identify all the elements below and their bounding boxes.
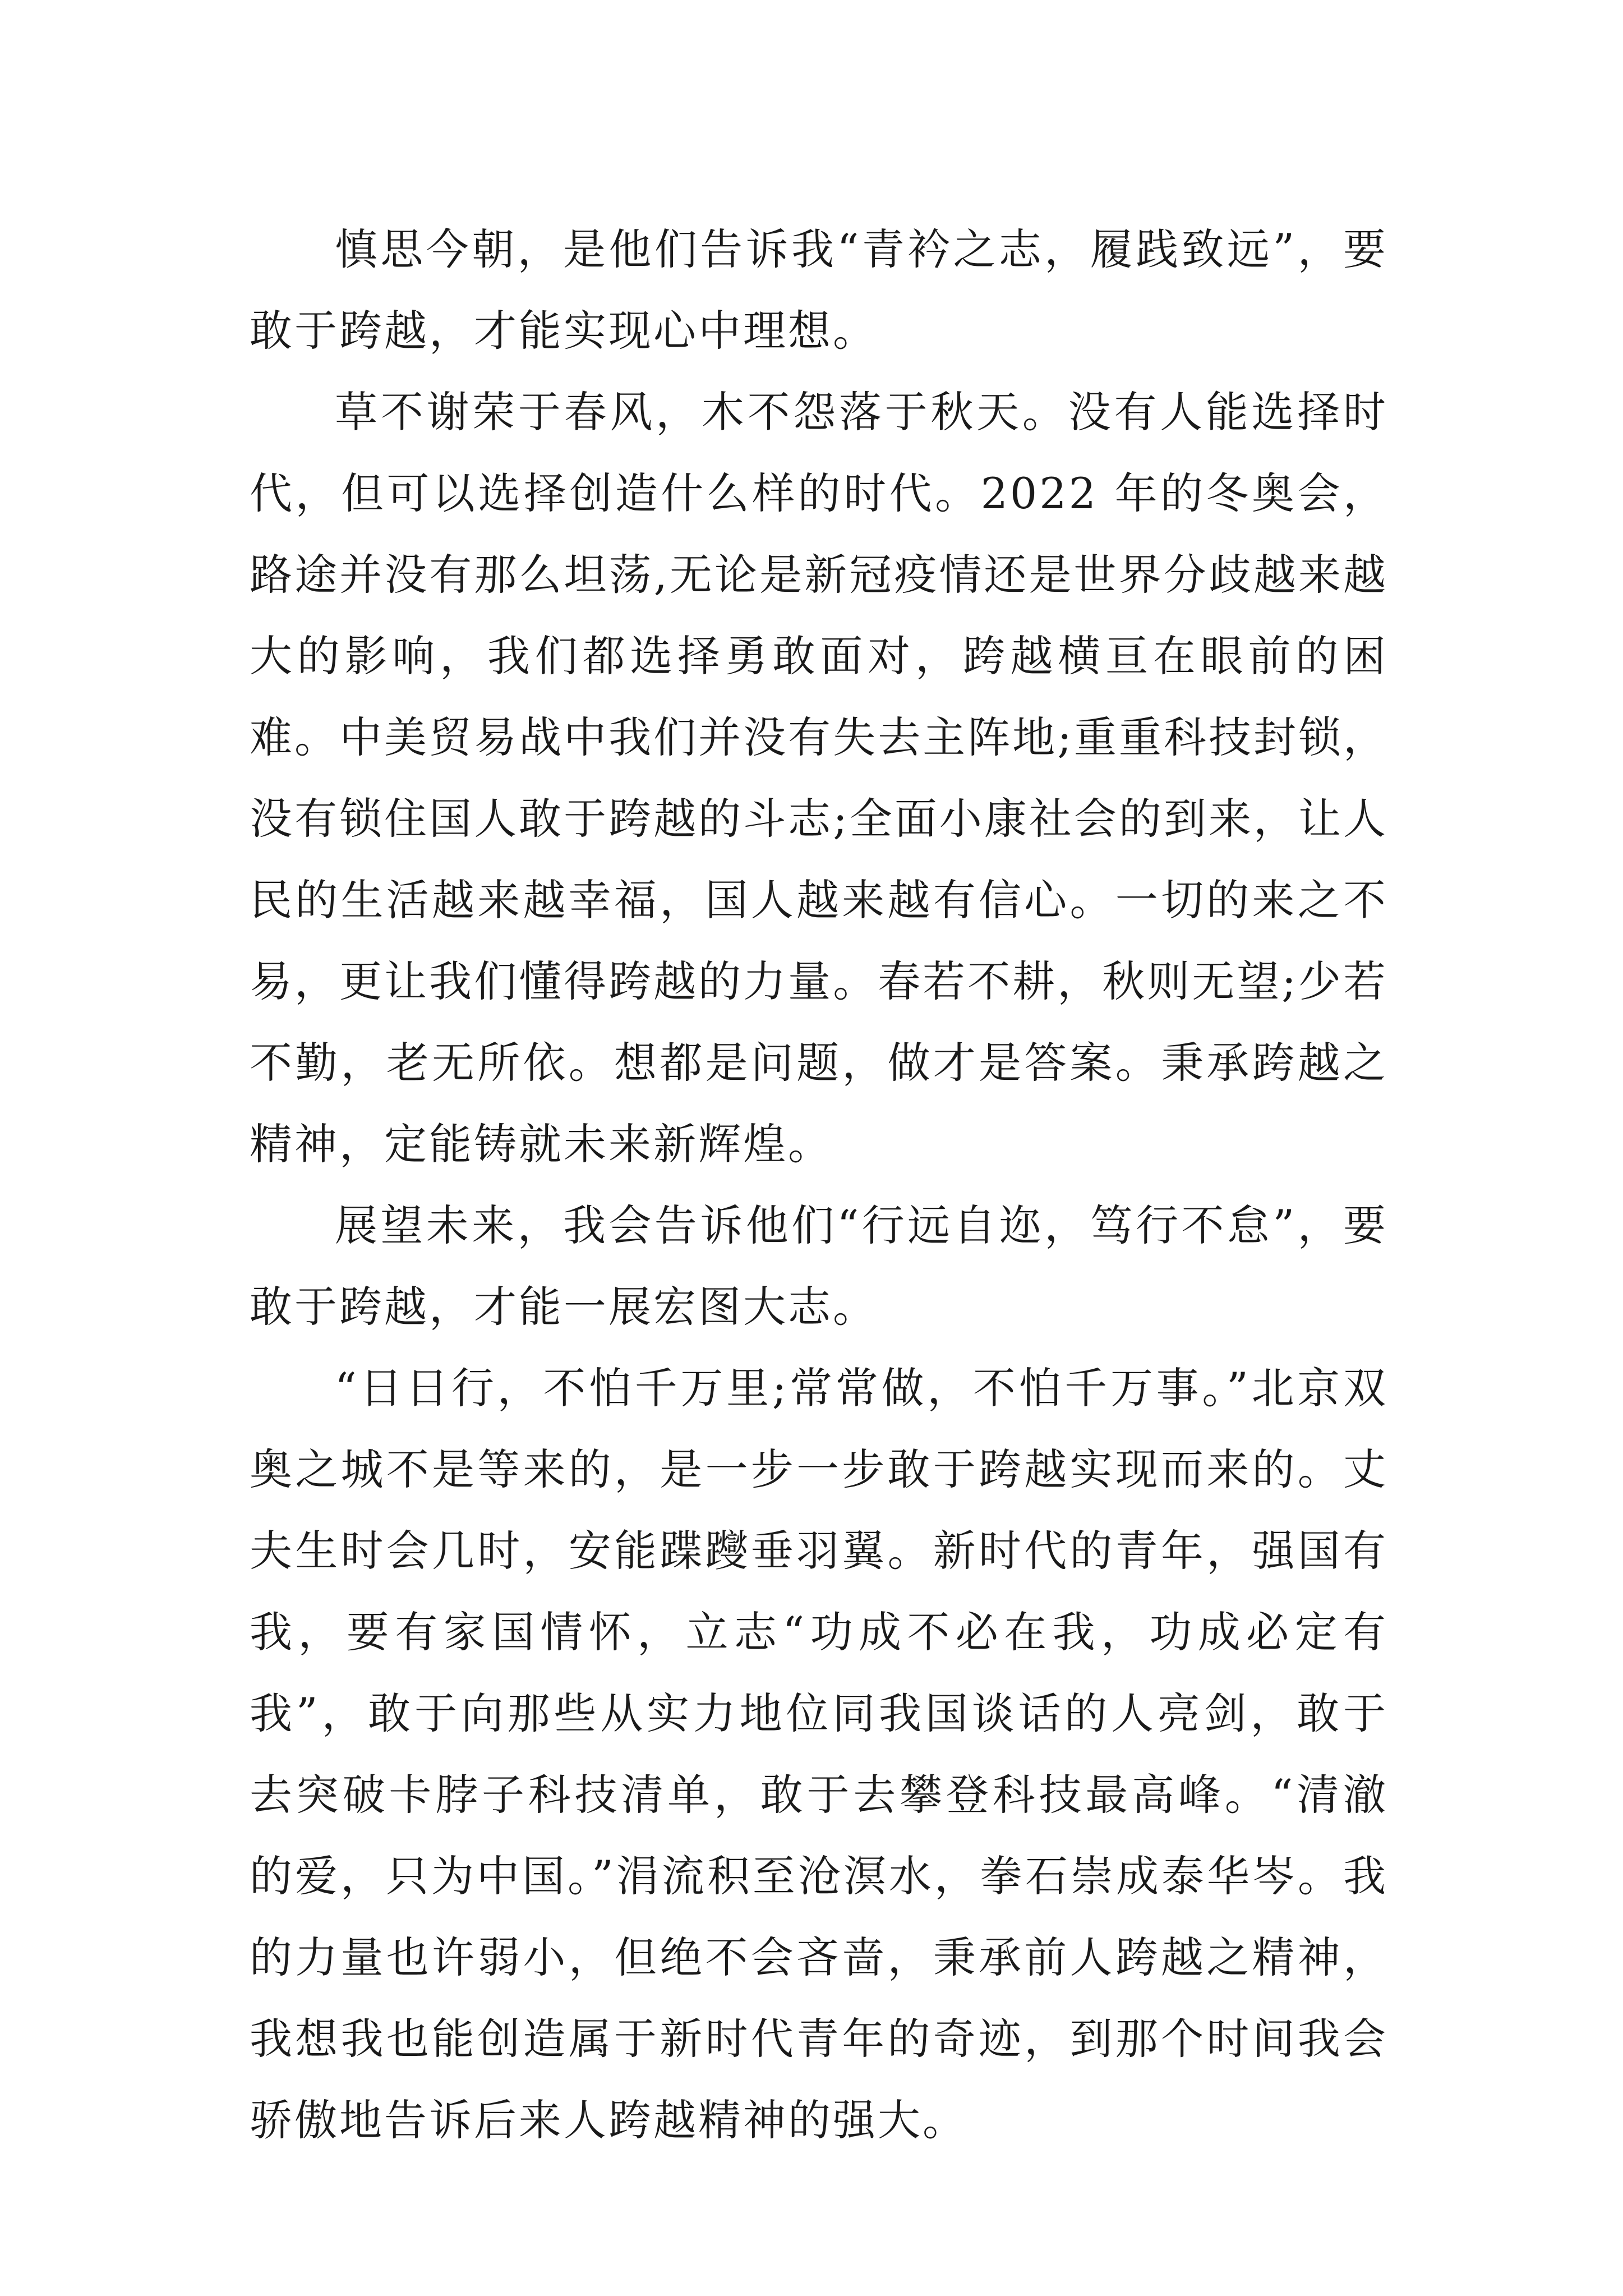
paragraph: 草不谢荣于春风，木不怨落于秋天。没有人能选择时代，但可以选择创造什么样的时代。2022 年的冬奥会，路途并没有那么坦荡,无论是新冠疫情还是世界分歧越来越大的影响，我们都选择勇敢面对，跨越横亘在眼前的困难。中美贸易战中我们并没有失去主阵地;重重科技封锁，没有锁住国人敢于跨越的斗志;全面小康社会的到来，让人民的生活越来越幸福，国人越来越有信心。一切的来之不易，更让我们懂得跨越的力量。春若不耕，秋则无望;少若不勤，老无所依。想都是问题，做才是答案。秉承跨越之精神，定能铸就未来新辉煌。 bbox=[250, 387, 1388, 1169]
document-body bbox=[250, 209, 1388, 2161]
paragraph: “日日行，不怕千万里;常常做，不怕千万事。”北京双奥之城不是等来的，是一步一步敢于跨越实现而来的。丈夫生时会几时，安能蹀躞垂羽翼。新时代的青年，强国有我，要有家国情怀，立志“功成不必在我，功成必定有我”，敢于向那些从实力地位同我国谈话的人亮剑，敢于去突破卡脖子科技清单，敢于去攀登科技最高峰。“清澈的爱，只为中国。”涓流积至沧溟水，拳石崇成泰华岑。我的力量也许弱小，但绝不会吝啬，秉承前人跨越之精神，我想我也能创造属于新时代青年的奇迹，到那个时间我会骄傲地告诉后来人跨越精神的强大。 bbox=[250, 1363, 1388, 2145]
paragraph: 慎思今朝，是他们告诉我“青衿之志，履践致远”，要敢于跨越，才能实现心中理想。 bbox=[250, 224, 1388, 356]
paragraph: 展望未来，我会告诉他们“行远自迩，笃行不怠”，要敢于跨越，才能一展宏图大志。 bbox=[250, 1200, 1388, 1332]
